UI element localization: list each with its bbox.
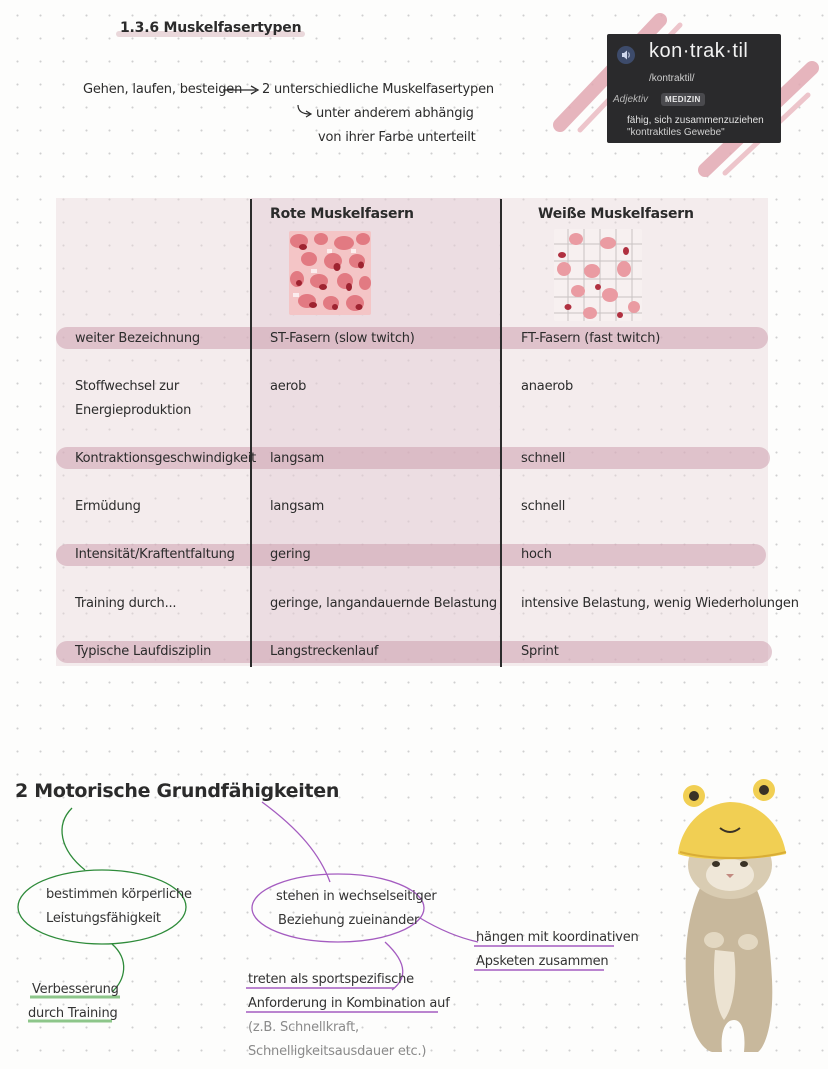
cell-red: Langstreckenlauf (270, 644, 379, 659)
mindmap-node4-line1: treten als sportspezifische (248, 972, 414, 987)
intro-right-line2: unter anderem abhängig (316, 106, 474, 121)
hook-arrow-icon (296, 104, 314, 120)
mindmap-node1-sub2: durch Training (28, 1006, 118, 1021)
section2-title: 2 Motorische Grundfähigkeiten (15, 780, 340, 802)
cell-white: anaerob (521, 379, 574, 394)
dictionary-phonetic: /kontraktil/ (649, 73, 695, 84)
dictionary-tag: MEDIZIN (661, 93, 705, 106)
column-divider (500, 199, 502, 667)
dictionary-definition: fähig, sich zusammenzuziehen (627, 115, 764, 126)
row-label: Typische Laufdisziplin (75, 644, 212, 659)
mindmap-node1-line2: Leistungsfähigkeit (46, 911, 161, 926)
cell-white: schnell (521, 451, 566, 466)
cell-white: FT-Fasern (fast twitch) (521, 331, 661, 346)
section-title: 1.3.6 Muskelfasertypen (120, 20, 302, 36)
cat-sticker (660, 770, 810, 1060)
row-label: Intensität/Kraftentfaltung (75, 547, 235, 562)
cell-white: Sprint (521, 644, 559, 659)
cell-red: langsam (270, 451, 325, 466)
speaker-icon[interactable] (617, 46, 635, 64)
dictionary-part-of-speech: Adjektiv (613, 94, 649, 105)
column-divider (250, 199, 252, 667)
cell-white: hoch (521, 547, 552, 562)
cell-red: aerob (270, 379, 307, 394)
cell-red: gering (270, 547, 311, 562)
cell-white: intensive Belastung, wenig Wiederholungen (521, 596, 799, 611)
white-fiber-image (554, 229, 642, 321)
row-label: Kontraktionsgeschwindigkeit (75, 451, 257, 466)
red-fiber-image (289, 231, 371, 315)
column-header-white: Weiße Muskelfasern (538, 206, 694, 222)
arrow-right-icon (222, 84, 262, 96)
cell-red: ST-Fasern (slow twitch) (270, 331, 415, 346)
intro-left: Gehen, laufen, besteigen (83, 82, 243, 97)
dictionary-card (607, 34, 781, 143)
dictionary-word: kon·trak·til (649, 40, 749, 62)
column-header-red: Rote Muskelfasern (270, 206, 414, 222)
mindmap-node3-line1: hängen mit koordinativen (476, 930, 639, 945)
mindmap-node1-line1: bestimmen körperliche (46, 887, 192, 902)
dictionary-example: "kontraktiles Gewebe" (627, 127, 725, 138)
intro-right-line3: von ihrer Farbe unterteilt (318, 130, 476, 145)
mindmap-node3-line2: Apsketen zusammen (476, 954, 609, 969)
row-label: Training durch... (75, 596, 177, 611)
mindmap-node1-sub1: Verbesserung (32, 982, 119, 997)
cell-red: langsam (270, 499, 325, 514)
cell-white: schnell (521, 499, 566, 514)
row-label-line2: Energieproduktion (75, 403, 192, 418)
intro-right-line1: 2 unterschiedliche Muskelfasertypen (262, 82, 494, 97)
row-label: Ermüdung (75, 499, 141, 514)
mindmap-node2-line2: Beziehung zueinander (278, 913, 420, 928)
mindmap-node4-line2: Anforderung in Kombination auf (248, 996, 450, 1011)
mindmap-node4-note1: (z.B. Schnellkraft, (248, 1020, 359, 1035)
cell-red: geringe, langandauernde Belastung (270, 596, 497, 611)
mindmap-node2-line1: stehen in wechselseitiger (276, 889, 437, 904)
row-label: Stoffwechsel zur (75, 379, 179, 394)
mindmap-node4-note2: Schnelligkeitsausdauer etc.) (248, 1044, 427, 1059)
row-label: weiter Bezeichnung (75, 331, 200, 346)
